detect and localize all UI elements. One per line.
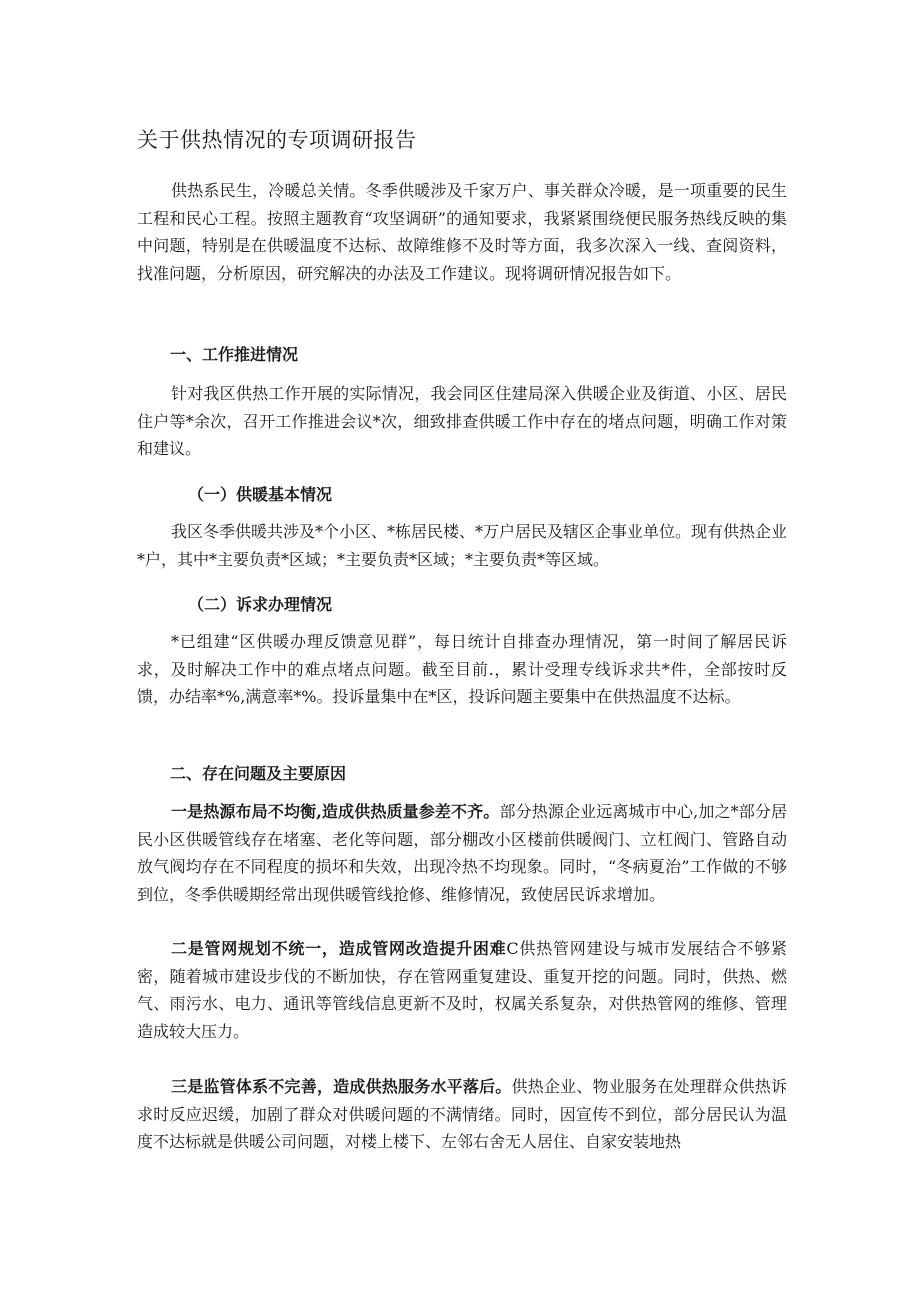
- subsection-1-heading: （一）供暖基本情况: [188, 485, 333, 504]
- problem-item-1-text: 部分热源企业远离城市中心,加之*部分居民小区供暖管线存在堵塞、老化等问题，部分棚改小区楼前供暖阀门、立杠阀门、管路自动放气阀均存在不同程度的损坏和失效，出现冷热不均现象。同时，“冬病夏治”工作做的不够到位，冬季供暖期经常出现供暖管线抢修、维修情况，致使居民诉求增加。: [137, 802, 787, 904]
- problem-item-3-lead: 三是监管体系不完善，造成供热服务水平落后。: [171, 1077, 512, 1096]
- section-1-paragraph: 针对我区供热工作开展的实际情况，我会同区住建局深入供暖企业及街道、小区、居民住户等*余次，召开工作推进会议*次，细致排查供暖工作中存在的堵点问题，明确工作对策和建议。: [137, 384, 787, 458]
- problem-item-2-text: C供热管网建设与城市发展结合不够紧密，随着城市建设步伐的不断加快，存在管网重复建设、重复开挖的问题。同时，供热、燃气、雨污水、电力、通讯等管线信息更新不及时，权属关系复杂，对供热管网的维修、管理造成较大压力。: [137, 939, 787, 1041]
- document-title: 关于供热情况的专项调研报告: [137, 128, 417, 152]
- subsection-1-paragraph: 我区冬季供暖共涉及*个小区、*栋居民楼、*万户居民及辖区企事业单位。现有供热企业*户，其中*主要负责*区域；*主要负责*区域；*主要负责*等区域。: [137, 522, 788, 569]
- section-2-heading: 二、存在问题及主要原因: [170, 764, 347, 783]
- section-1-heading: 一、工作推进情况: [170, 345, 299, 364]
- problem-item-3-text: 供热企业、物业服务在处理群众供热诉求时反应迟缓，加剧了群众对供暖问题的不满情绪。同时，因宣传不到位，部分居民认为温度不达标就是供暖公司问题，对楼上楼下、左邻右舍无人居住、自家安装地热: [137, 1077, 787, 1151]
- subsection-2-heading: （二）诉求办理情况: [188, 595, 333, 614]
- problem-item-2: [137, 935, 787, 1045]
- problem-item-1: [137, 798, 787, 908]
- intro-paragraph: 供热系民生，冷暖总关情。冬季供暖涉及千家万户、事关群众冷暖，是一项重要的民生工程和民心工程。按照主题教育“攻坚调研”的通知要求，我紧紧围绕便民服务热线反映的集中问题，特别是在供暖温度不达标、故障维修不及时等方面，我多次深入一线、查阅资料，找准问题，分析原因，研究解决的办法及工作建议。现将调研情况报告如下。: [137, 181, 787, 283]
- problem-item-1-lead: 一是热源布局不均衡,造成供热质量参差不齐。: [171, 802, 500, 821]
- subsection-2-paragraph: *已组建“区供暖办理反馈意见群”，每日统计自排查办理情况，第一时间了解居民诉求，及时解决工作中的难点堵点问题。截至目前.，累计受理专线诉求共*件，全部按时反馈，办结率*%,满意率*%。投诉量集中在*区，投诉问题主要集中在供热温度不达标。: [137, 632, 787, 706]
- problem-item-3: [137, 1073, 787, 1156]
- problem-item-2-lead: 二是管网规划不统一，造成管网改造提升困难: [171, 939, 507, 958]
